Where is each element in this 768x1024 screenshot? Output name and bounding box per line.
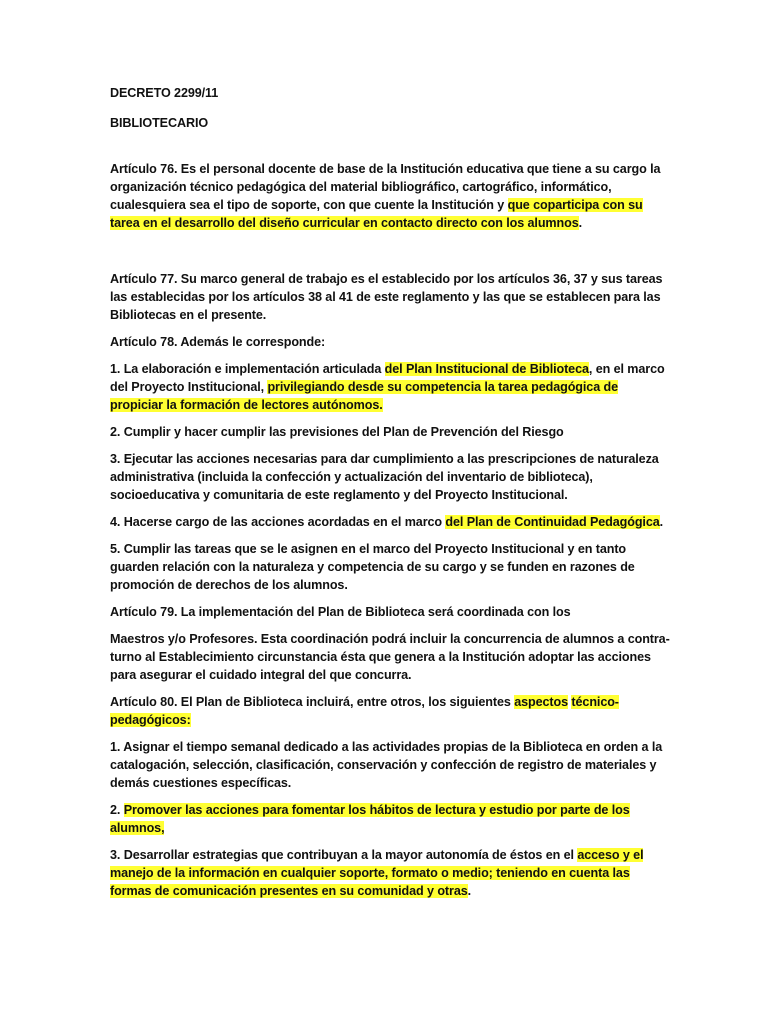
highlight: técnico-pedagógicos: (110, 695, 619, 727)
article-77: Artículo 77. Su marco general de trabajo es el establecido por los artículos 36, 37 y sus tareas las establecidas por los artículos 38 al 41 de este reglamento y las que se establecen para las Bibliotecas en el presente. (110, 272, 663, 322)
highlight: del Plan de Continuidad Pedagógica (445, 515, 660, 529)
article-80-item-1: 1. Asignar el tiempo semanal dedicado a las actividades propias de la Biblioteca en orden a la catalogación, selección, clasificación, conservación y confección de registro de materiales y demás cuestiones específicas. (110, 740, 663, 790)
article-80: Artículo 80. El Plan de Biblioteca incluirá, entre otros, los siguientes aspectos técnico-pedagógicos: (110, 695, 619, 727)
article-79-continued: Maestros y/o Profesores. Esta coordinación podrá incluir la concurrencia de alumnos a contra-turno al Establecimiento circunstancia ésta que genera a la Institución adoptar las acciones para asegurar el cuidado integral del que concurra. (110, 632, 670, 682)
highlight: acceso y el manejo de la información en cualquier soporte, formato o medio; teniendo en cuenta las formas de comunicación presentes en su comunidad y otras (110, 848, 644, 898)
article-78-item-1: 1. La elaboración e implementación articulada del Plan Institucional de Biblioteca, en el marco del Proyecto Institucional, privilegiando desde su competencia la tarea pedagógica de propiciar la formación de lectores autónomos. (110, 362, 665, 412)
highlight: que coparticipa con su tarea en el desarrollo del diseño curricular en contacto directo con los alumnos (110, 198, 643, 230)
article-78-item-2: 2. Cumplir y hacer cumplir las previsiones del Plan de Prevención del Riesgo (110, 425, 564, 439)
highlight: aspectos (514, 695, 569, 709)
spacer (110, 241, 670, 270)
role-heading: BIBLIOTECARIO (110, 116, 209, 130)
article-78-item-5: 5. Cumplir las tareas que se le asignen en el marco del Proyecto Institucional y en tanto guarden relación con la naturaleza y competencia de su cargo y se funden en razones de promoción de derechos de los alumnos. (110, 542, 635, 592)
spacer (110, 144, 670, 160)
article-79: Artículo 79. La implementación del Plan de Biblioteca será coordinada con los (110, 605, 571, 619)
article-78-item-4: 4. Hacerse cargo de las acciones acordadas en el marco del Plan de Continuidad Pedagógica. (110, 515, 664, 529)
document-body (110, 84, 670, 909)
highlight: del Plan Institucional de Biblioteca (384, 362, 589, 376)
article-80-item-2: 2. Promover las acciones para fomentar los hábitos de lectura y estudio por parte de los alumnos, (110, 803, 630, 835)
article-76: Artículo 76. Es el personal docente de base de la Institución educativa que tiene a su cargo la organización técnico pedagógica del material bibliográfico, cartográfico, informático, cualesquiera sea el tipo de soporte, con que cuente la Institución y que coparticipa con su tarea en el desarrollo del diseño curricular en contacto directo con los alumnos. (110, 162, 661, 230)
article-78-item-3: 3. Ejecutar las acciones necesarias para dar cumplimiento a las prescripciones de naturaleza administrativa (incluida la confección y actualización del inventario de biblioteca), socioeducativa y comunitaria de este reglamento y del Proyecto Institucional. (110, 452, 659, 502)
highlight: privilegiando desde su competencia la tarea pedagógica de propiciar la formación de lectores autónomos. (110, 380, 618, 412)
highlight: Promover las acciones para fomentar los hábitos de lectura y estudio por parte de los alumnos, (110, 803, 630, 835)
article-80-item-3: 3. Desarrollar estrategias que contribuyan a la mayor autonomía de éstos en el acceso y el manejo de la información en cualquier soporte, formato o medio; teniendo en cuenta las formas de comunicación presentes en su comunidad y otras. (110, 848, 644, 898)
decree-title: DECRETO 2299/11 (110, 86, 219, 100)
article-78: Artículo 78. Además le corresponde: (110, 335, 326, 349)
